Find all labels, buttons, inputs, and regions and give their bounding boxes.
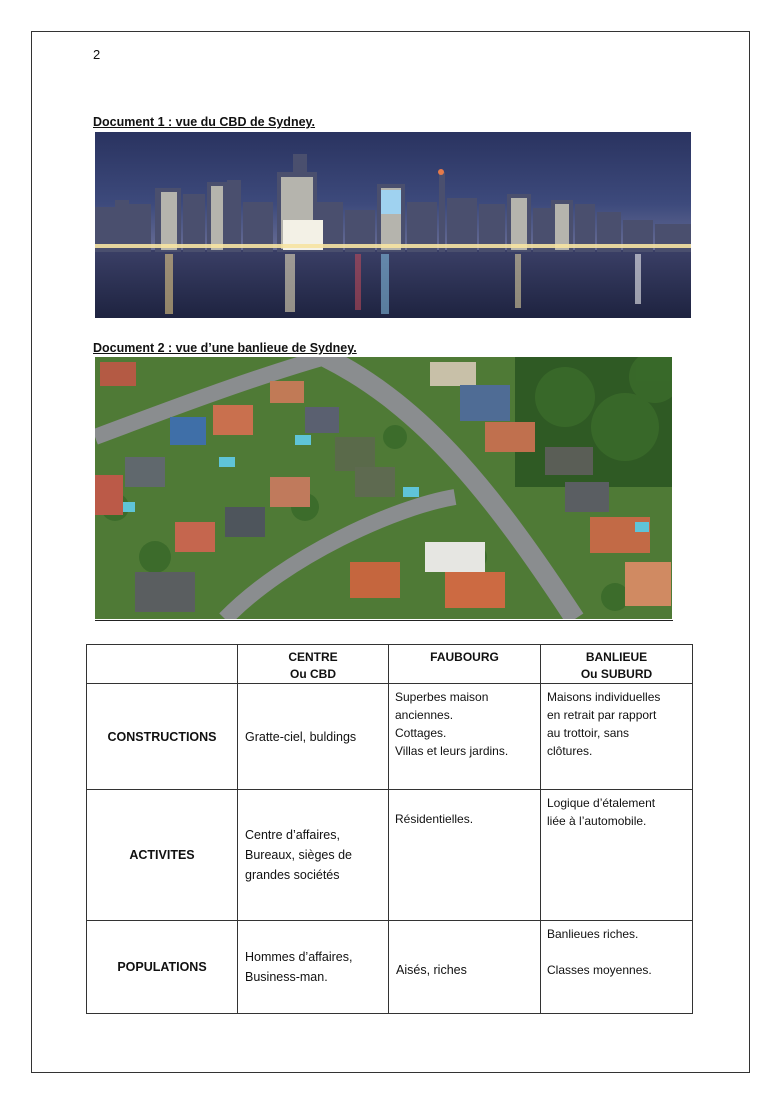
table-row <box>87 790 693 921</box>
cell-centre-constructions: Gratte-ciel, buldings <box>238 684 389 790</box>
comparison-table <box>86 644 693 1014</box>
header-empty <box>87 645 238 684</box>
table-row <box>87 921 693 1014</box>
text-line: au trottoir, sans <box>547 726 630 740</box>
text-line: Centre d’affaires, <box>245 828 340 842</box>
header-banlieue: BANLIEUE Ou SUBURD <box>541 645 693 684</box>
text-line: Superbes maison <box>395 690 489 704</box>
cell-banlieue-constructions <box>541 684 693 790</box>
cell-centre-activites <box>238 790 389 921</box>
row-label-constructions: CONSTRUCTIONS <box>87 684 238 790</box>
sydney-suburb-photo <box>95 357 672 619</box>
text-line: Logique d’étalement <box>547 796 656 810</box>
table-row <box>87 684 693 790</box>
cell-faubourg-activites: Résidentielles. <box>389 790 541 921</box>
document2-caption: Document 2 : vue d’une banlieue de Sydney. <box>93 341 357 355</box>
text-line: Banlieues riches. <box>547 927 639 941</box>
page-number: 2 <box>93 47 101 62</box>
text-line: Classes moyennes. <box>547 963 652 977</box>
cell-centre-populations <box>238 921 389 1014</box>
line-gap <box>547 943 686 961</box>
text-line: Hommes d’affaires, <box>245 950 353 964</box>
cell-banlieue-activites <box>541 790 693 921</box>
cell-faubourg-constructions <box>389 684 541 790</box>
header-faubourg: FAUBOURG <box>389 645 541 684</box>
header-row <box>87 645 693 684</box>
text-line: clôtures. <box>547 744 593 758</box>
text-line: Maisons individuelles <box>547 690 661 704</box>
text-line: Bureaux, sièges de <box>245 848 353 862</box>
cell-banlieue-populations <box>541 921 693 1014</box>
photo-underline <box>95 620 673 621</box>
text-line: Business-man. <box>245 970 328 984</box>
text-line: anciennes. <box>395 708 454 722</box>
text-line: Villas et leurs jardins. <box>395 744 509 758</box>
sydney-cbd-photo <box>95 132 691 318</box>
row-label-activites: ACTIVITES <box>87 790 238 921</box>
document1-caption: Document 1 : vue du CBD de Sydney. <box>93 115 316 129</box>
text-line: Cottages. <box>395 726 447 740</box>
cell-faubourg-populations: Aisés, riches <box>389 921 541 1014</box>
text-line: liée à l’automobile. <box>547 814 647 828</box>
row-label-populations: POPULATIONS <box>87 921 238 1014</box>
header-centre: CENTRE Ou CBD <box>238 645 389 684</box>
text-line: grandes sociétés <box>245 868 340 882</box>
text-line: en retrait par rapport <box>547 708 657 722</box>
